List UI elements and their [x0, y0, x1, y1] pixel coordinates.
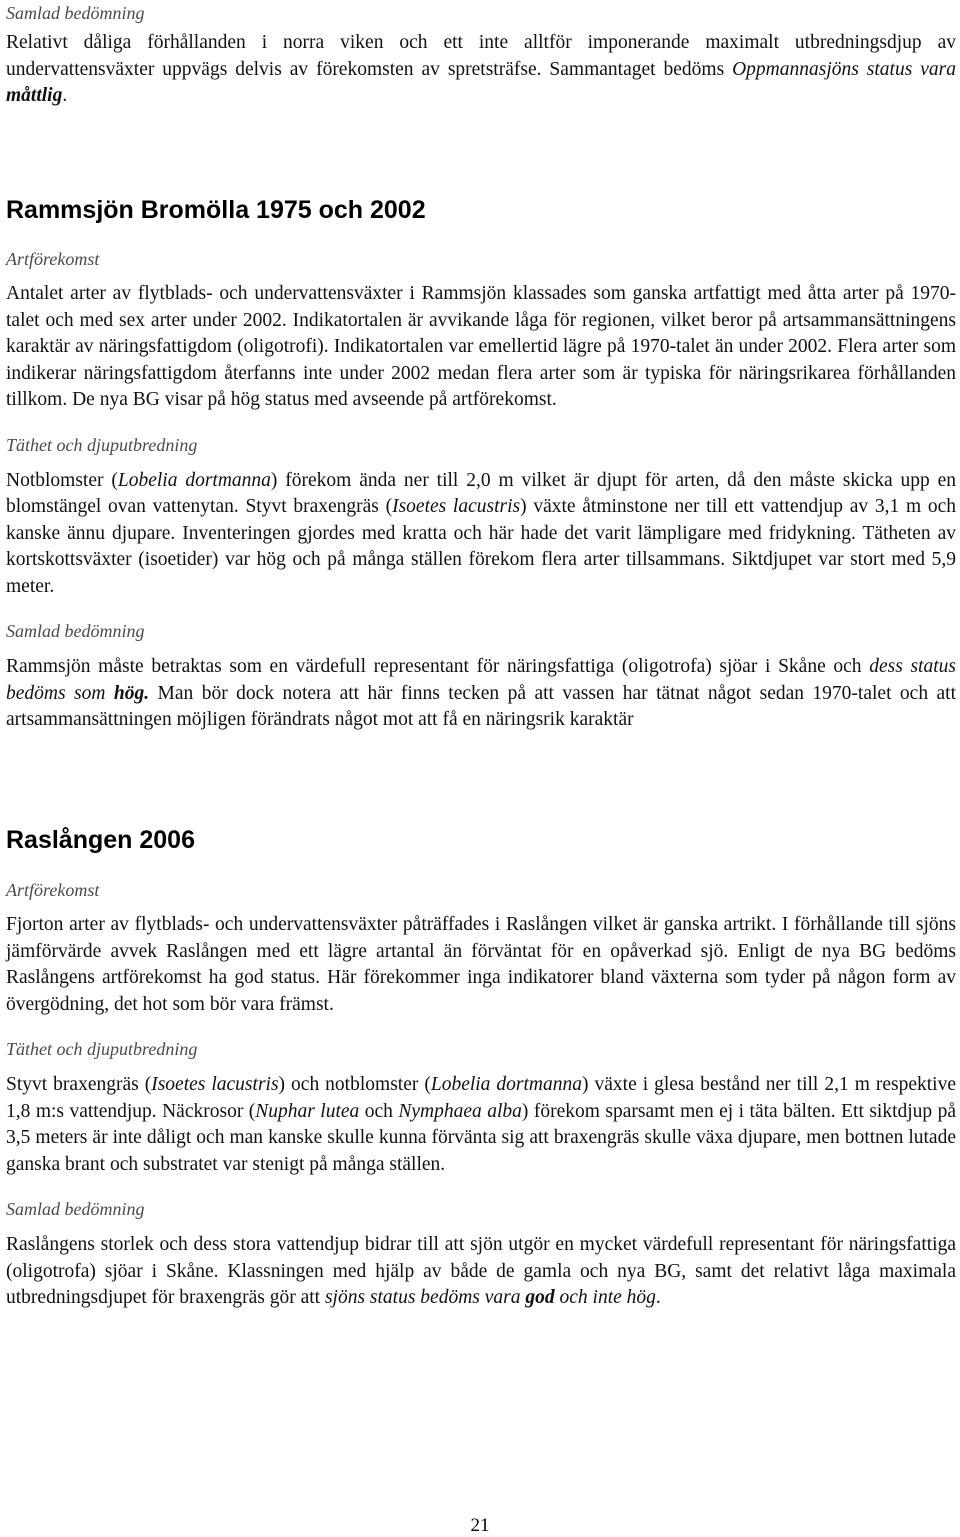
- rammsjon-paragraph-samlad: Rammsjön måste betraktas som en värdefull representant för näringsfattiga (oligotrofa) sjöar i Skåne och dess status bedöms som hög. Man bör dock notera att här finns tecken på att vassen har tätnat något sedan 1970-talet och att artsammansättningen möjligen förändrats något mot att få en näringsrik karaktär: [6, 656, 956, 730]
- raslangen-title: Raslången 2006: [6, 826, 195, 854]
- raslangen-subheading-artforekomst: Artförekomst: [6, 880, 100, 900]
- rammsjon-section: [6, 196, 956, 734]
- raslangen-section: [6, 826, 956, 1312]
- rammsjon-title: Rammsjön Bromölla 1975 och 2002: [6, 196, 426, 224]
- page-number: 21: [470, 1515, 490, 1536]
- intro-paragraph: Relativt dåliga förhållanden i norra viken och ett inte alltför imponerande maximalt utbredningsdjup av undervattensväxter uppvägs delvis av förekomsten av spretsträfse. Sammantaget bedöms Oppmannasjöns status vara måttlig.: [6, 32, 956, 106]
- raslangen-subheading-samlad: Samlad bedömning: [6, 1199, 145, 1219]
- raslangen-paragraph-samlad: Raslångens storlek och dess stora vattendjup bidrar till att sjön utgör en mycket värdefull representant för näringsfattiga (oligotrofa) sjöar i Skåne. Klassningen med hjälp av både de gamla och nya BG, samt det relativt låga maximala utbredningsdjupet för braxengräs gör att sjöns status bedöms vara god och inte hög.: [6, 1234, 956, 1308]
- intro-subheading: Samlad bedömning: [6, 3, 145, 23]
- rammsjon-paragraph-tathet: Notblomster (Lobelia dortmanna) förekom ända ner till 2,0 m vilket är djupt för arten, då den måste skicka upp en blomstängel ovan vattenytan. Styvt braxengräs (Isoetes lacustris) växte åtminstone ner till ett vattendjup av 3,1 m och kanske ännu djupare. Inventeringen gjordes med kratta och här hade det varit lämpligare med fridykning. Tätheten av kortskottsväxter (isoetider) var hög och på många ställen förekom flera arter tillsammans. Siktdjupet var stort med 5,9 meter.: [6, 469, 957, 597]
- rammsjon-paragraph-artforekomst: Antalet arter av flytblads- och undervattensväxter i Rammsjön klassades som ganska artfattigt med åtta arter på 1970-talet och med sex arter under 2002. Indikatortalen är avvikande låga för regionen, vilket beror på artsammansättningens karaktär av näringsfattigdom (oligotrofi). Indikatortalen var emellertid lägre på 1970-talet än under 2002. Flera arter som indikerar näringsfattigdom återfanns inte under 2002 medan flera arter som är typiska för näringsrikarea förhållanden tillkom. De nya BG visar på hög status med avseende på artförekomst.: [6, 283, 956, 410]
- rammsjon-subheading-tathet: Täthet och djuputbredning: [6, 434, 198, 455]
- rammsjon-subheading-samlad: Samlad bedömning: [6, 621, 145, 641]
- raslangen-subheading-tathet: Täthet och djuputbredning: [6, 1039, 198, 1059]
- raslangen-paragraph-tathet: Styvt braxengräs (Isoetes lacustris) och notblomster (Lobelia dortmanna) växte i glesa bestånd ner till 2,1 m respektive 1,8 m:s vattendjup. Näckrosor (Nuphar lutea och Nymphaea alba) förekom sparsamt men ej i täta bälten. Ett siktdjup på 3,5 meters är inte dåligt och man kanske skulle kunna förvänta sig att braxengräs skulle växa djupare, men bottnen lutade ganska brant och substratet var stenigt på många ställen.: [6, 1074, 957, 1175]
- raslangen-paragraph-artforekomst: Fjorton arter av flytblads- och undervattensväxter påträffades i Raslången vilket är ganska artrikt. I förhållande till sjöns jämförvärde avvek Raslången med ett lägre artantal än förväntat för en opåverkad sjö. Enligt de nya BG bedöms Raslångens artförekomst ha god status. Här förekommer inga indikatorer bland växterna som tyder på någon form av övergödning, det hot som bör vara främst.: [6, 914, 956, 1015]
- intro-section: [6, 0, 956, 110]
- rammsjon-subheading-artforekomst: Artförekomst: [6, 249, 100, 269]
